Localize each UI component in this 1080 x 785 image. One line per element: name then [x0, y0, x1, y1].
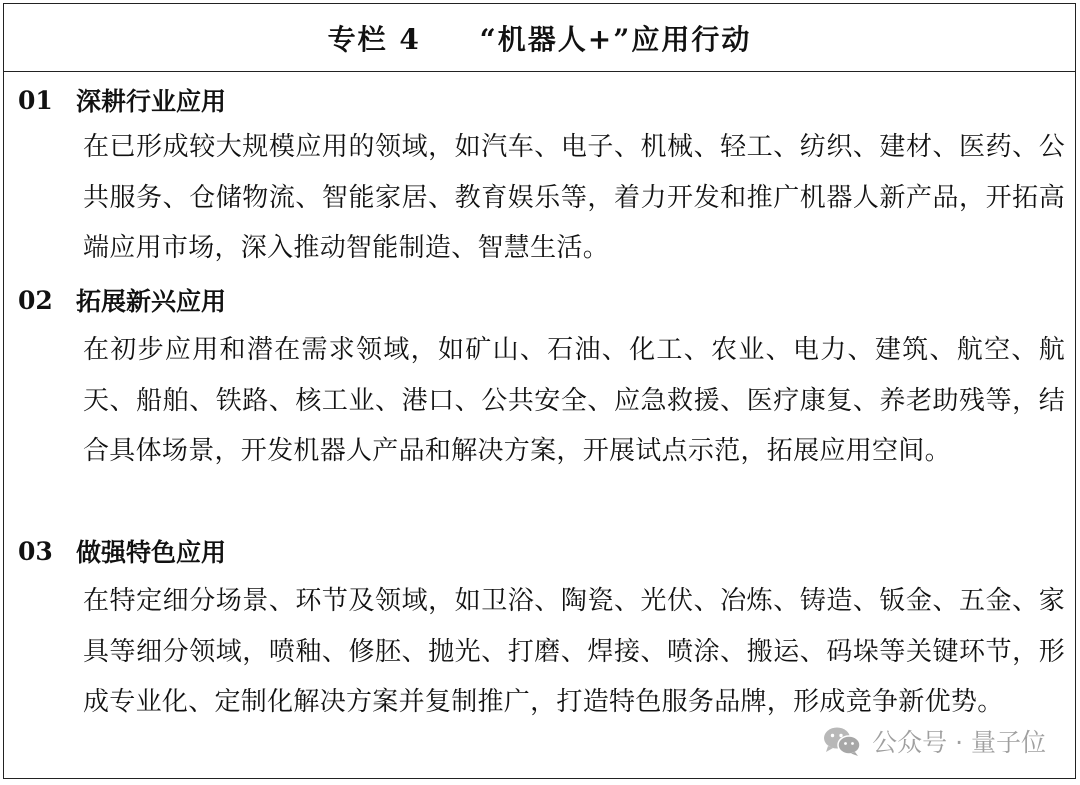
section-title: 做强特色应用 [76, 538, 227, 567]
watermark [822, 723, 1046, 759]
column-title-bar [4, 4, 1075, 72]
column-box [3, 3, 1076, 779]
section-paragraph: 在初步应用和潜在需求领域，如矿山、石油、化工、农业、电力、建筑、航空、航天、船舶、铁路、核工业、港口、公共安全、应急救援、医疗康复、养老助残等，结合具体场景，开发机器人产品和解决方案，开展试点示范，拓展应用空间。 [83, 335, 1065, 466]
section-paragraph: 在已形成较大规模应用的领域，如汽车、电子、机械、轻工、纺织、建材、医药、公共服务、仓储物流、智能家居、教育娱乐等，着力开发和推广机器人新产品，开拓高端应用市场，深入推动智能制造、智慧生活。 [83, 132, 1065, 263]
section-number: 03 [18, 536, 53, 566]
wechat-icon [822, 725, 862, 757]
section-heading [18, 80, 226, 120]
column-title: 专栏 4 “机器人+”应用行动 [327, 22, 752, 56]
section-number: 01 [18, 85, 53, 115]
section-paragraph: 在特定细分场景、环节及领域，如卫浴、陶瓷、光伏、冶炼、铸造、钣金、五金、家具等细分领域，喷釉、修胚、抛光、打磨、焊接、喷涂、搬运、码垛等关键环节，形成专业化、定制化解决方案并复制推广，打造特色服务品牌，形成竞争新优势。 [83, 586, 1065, 717]
section-heading [18, 531, 226, 571]
section-number: 02 [18, 285, 53, 315]
section-heading [18, 280, 226, 320]
watermark-text: 公众号 · 量子位 [872, 728, 1046, 757]
section-title: 深耕行业应用 [76, 87, 227, 116]
section-title: 拓展新兴应用 [76, 287, 227, 316]
